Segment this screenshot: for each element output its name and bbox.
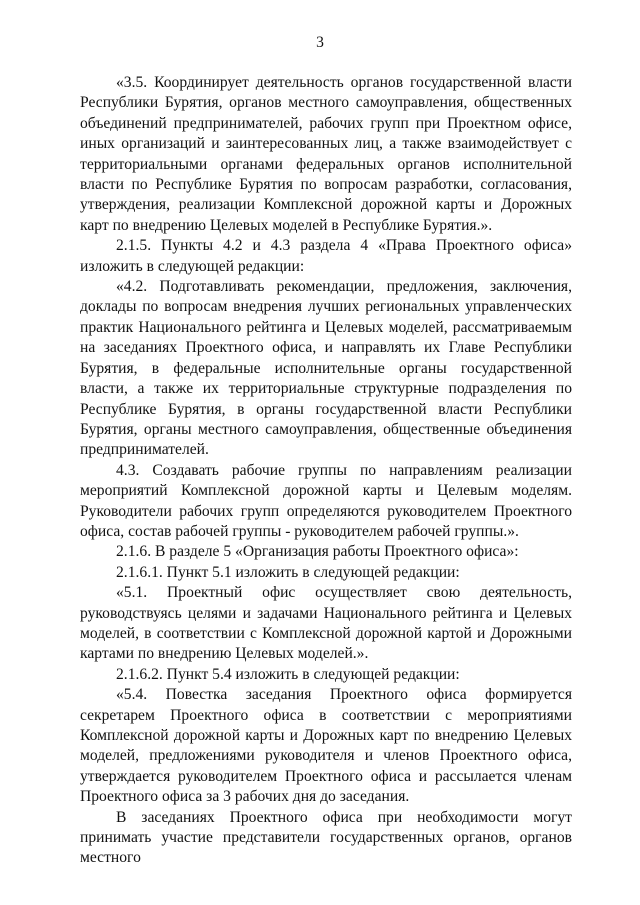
- paragraph-4-2: «4.2. Подготавливать рекомендации, предложения, заключения, доклады по вопросам внедрения лучших региональных управленческих практик Национального рейтинга и Целевых моделей, рассматриваемым на заседаниях Проектного офиса, и направлять их Главе Республики Бурятия, в федеральные исполнительные органы государственной власти, а также их территориальные структурные подразделения по Республике Бурятия, в органы государственной власти Республики Бурятия, органы местного самоуправления, общественные объединения предпринимателей.: [80, 278, 572, 459]
- paragraph-5-4: «5.4. Повестка заседания Проектного офиса формируется секретарем Проектного офиса в соответствии с мероприятиями Комплексной дорожной карты и Дорожных карт по внедрению Целевых моделей, предложениями руководителя и членов Проектного офиса, утверждается руководителем Проектного офиса и рассылается членам Проектного офиса за 3 рабочих дня до заседания.: [80, 686, 572, 806]
- paragraph-2-1-6: 2.1.6. В разделе 5 «Организация работы Проектного офиса»:: [116, 543, 519, 561]
- paragraph-3-5: «3.5. Координирует деятельность органов государственной власти Республики Бурятия, органов местного самоуправления, общественных объединений предпринимателей, рабочих групп при Проектном офисе, иных организаций и заинтересованных лиц, а также взаимодействует с территориальными органами федеральных органов исполнительной власти по Республике Бурятия по вопросам разработки, согласования, утверждения, реализации Комплексной дорожной карты и Дорожных карт по внедрению Целевых моделей в Республике Бурятия.».: [80, 74, 572, 234]
- paragraph-2-1-6-2: 2.1.6.2. Пункт 5.4 изложить в следующей редакции:: [116, 665, 460, 683]
- paragraph-2-1-5: 2.1.5. Пункты 4.2 и 4.3 раздела 4 «Права Проектного офиса» изложить в следующей редакции:: [80, 237, 572, 275]
- paragraph-5-1: «5.1. Проектный офис осуществляет свою деятельность, руководствуясь целями и задачами Национального рейтинга и Целевых моделей, в соответствии с Комплексной дорожной картой и Дорожными картами по внедрению Целевых моделей.».: [80, 584, 572, 663]
- paragraph-2-1-6-1: 2.1.6.1. Пункт 5.1 изложить в следующей редакции:: [116, 563, 460, 581]
- paragraph-meeting-participants: В заседаниях Проектного офиса при необходимости могут принимать участие представители государственных органов, органов местного: [80, 808, 572, 867]
- paragraph-4-3: 4.3. Создавать рабочие группы по направлениям реализации мероприятий Комплексной дорожной карты и Целевым моделям. Руководители рабочих групп определяются руководителем Проектного офиса, состав рабочей группы - руководителем рабочей группы.».: [80, 461, 572, 540]
- document-body: [80, 73, 572, 869]
- page-number: 3: [316, 34, 324, 51]
